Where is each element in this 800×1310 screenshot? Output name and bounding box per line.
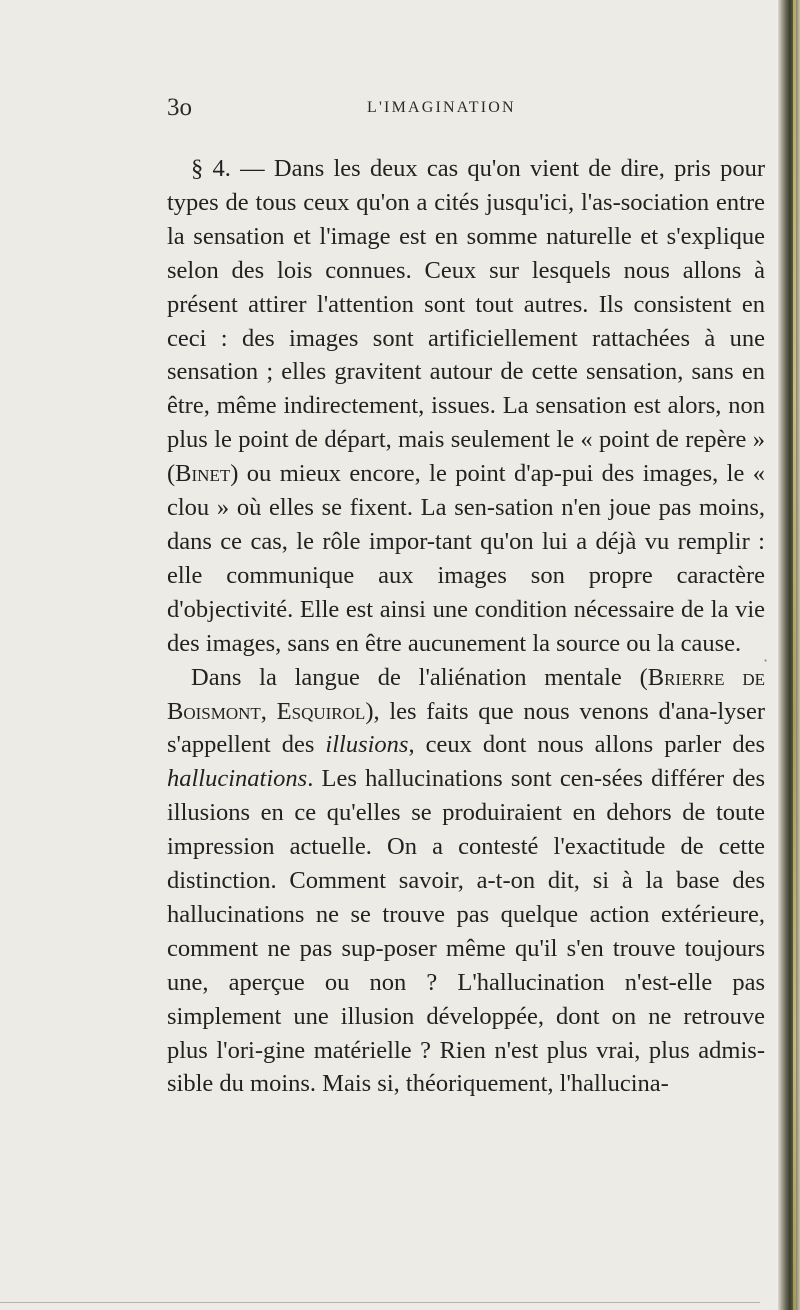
book-edge — [778, 0, 800, 1310]
page-number: 3o — [167, 94, 192, 121]
paragraph-1 — [167, 152, 765, 661]
author-reference-brierre: Brierre de Boismont — [167, 663, 765, 725]
paragraph-1-lead: § 4. — Dans les deux cas qu'on vient de dire, pris pour types de tous ceux qu'on a cités jusqu'ici, l'as-sociation entre la sensation et l'image est en somme naturelle et s'explique selon des lois connues. Ceux sur lesquels nous allons à présent attirer l'attention sont tout autres. Ils consistent en ceci : des images sont artificiellement rattachées à une sensation ; elles gravitent autour de cette sensation, sans en être, même indirectement, issues. La sensation est alors, non plus le point de départ, mais seulement le « point de repère » ( — [167, 155, 765, 488]
author-reference-esquirol: Esquirol — [276, 697, 366, 725]
term-hallucinations: hallucinations — [167, 765, 308, 793]
page-header — [0, 90, 800, 120]
paragraph-2-comma: , — [260, 697, 277, 725]
paragraph-1-rest: ) ou mieux encore, le point d'ap-pui des images, le « clou » où elles se fixent. La sen-sation n'en joue pas moins, dans ce cas, le rôle impor-tant qu'on lui a déjà vu remplir : elle communique aux images son propre caractère d'objectivité. Elle est ainsi une condition nécessaire de la vie des images, sans en être aucunement la source ou la cause. — [167, 460, 765, 657]
body-text — [167, 152, 765, 1101]
running-title: L'IMAGINATION — [367, 99, 516, 116]
page-bottom-rule — [0, 1302, 760, 1303]
paragraph-2 — [167, 661, 765, 1102]
paragraph-2-text-4: . Les hallucinations sont cen-sées différer des illusions en ce qu'elles se produiraient en dehors de toute impression actuelle. On a contesté l'exactitude de cette distinction. Comment savoir, a-t-on dit, si à la base des hallucinations ne se trouve pas quelque action extérieure, comment ne pas sup-poser même qu'il s'en trouve toujours une, aperçue ou non ? L'hallucination n'est-elle pas simplement une illusion développée, dont on ne retrouve plus l'ori-gine matérielle ? Rien n'est plus vrai, plus admis-sible du moins. Mais si, théoriquement, l'hallucina- — [167, 765, 765, 1098]
paragraph-2-text-3: , ceux dont nous allons parler des — [408, 731, 765, 759]
paragraph-2-text-1: Dans la langue de l'aliénation mentale ( — [191, 663, 648, 691]
term-illusions: illusions — [325, 731, 409, 759]
author-reference-binet: Binet — [175, 460, 231, 488]
paragraph-2-text-2: ), les faits que nous venons d'ana-lyser s'appellent des — [167, 697, 765, 759]
margin-mark: · — [763, 651, 769, 670]
book-edge-gilding — [793, 0, 796, 1310]
